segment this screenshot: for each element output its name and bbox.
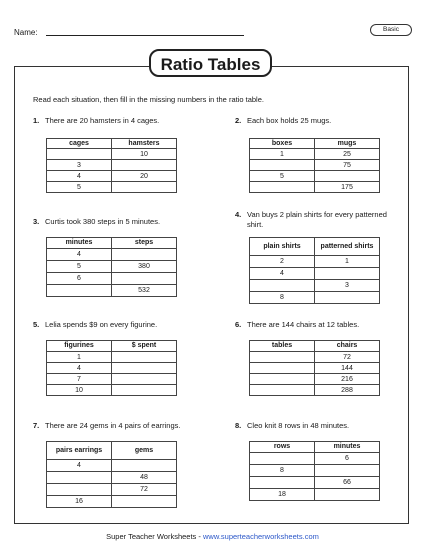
table-cell[interactable]: 75 — [315, 160, 380, 171]
table-header: hamsters — [112, 139, 177, 149]
table-cell[interactable]: 4 — [47, 363, 112, 374]
table-cell[interactable]: 18 — [250, 489, 315, 501]
table-cell[interactable]: 7 — [47, 374, 112, 385]
table-cell[interactable] — [47, 285, 112, 297]
table-header: plain shirts — [250, 238, 315, 256]
table-cell[interactable]: 4 — [47, 460, 112, 472]
ratio-table-7 — [46, 441, 177, 508]
table-cell[interactable]: 3 — [315, 280, 380, 292]
table-cell[interactable]: 6 — [315, 453, 380, 465]
table-header: gems — [112, 442, 177, 460]
ratio-table-6 — [249, 340, 380, 396]
table-header: boxes — [250, 139, 315, 149]
table-cell[interactable] — [315, 268, 380, 280]
table-header: figurines — [47, 341, 112, 352]
problem-6 — [235, 320, 359, 330]
ratio-table-1 — [46, 138, 177, 193]
problem-2 — [235, 116, 331, 126]
ratio-table-8 — [249, 441, 380, 501]
table-cell[interactable] — [47, 484, 112, 496]
problem-text: There are 144 chairs at 12 tables. — [247, 320, 360, 329]
problem-text: Curtis took 380 steps in 5 minutes. — [45, 217, 161, 226]
table-cell[interactable]: 288 — [315, 385, 380, 396]
table-cell[interactable] — [112, 182, 177, 193]
table-cell[interactable] — [112, 385, 177, 396]
problem-number: 3. — [33, 217, 40, 226]
problem-5 — [33, 320, 157, 330]
ratio-table-5 — [46, 340, 177, 396]
table-cell[interactable]: 3 — [47, 160, 112, 171]
table-cell[interactable]: 25 — [315, 149, 380, 160]
table-header: tables — [250, 341, 315, 352]
problem-number: 8. — [235, 421, 242, 430]
ratio-table-2 — [249, 138, 380, 193]
problem-7 — [33, 421, 180, 431]
table-cell[interactable]: 72 — [315, 352, 380, 363]
problem-number: 7. — [33, 421, 40, 430]
instructions: Read each situation, then fill in the missing numbers in the ratio table. — [33, 95, 264, 104]
problem-text: There are 20 hamsters in 4 cages. — [45, 116, 160, 125]
table-cell[interactable]: 4 — [250, 268, 315, 280]
table-cell[interactable]: 4 — [47, 171, 112, 182]
table-cell[interactable]: 380 — [112, 261, 177, 273]
table-cell[interactable] — [112, 374, 177, 385]
problem-text: Each box holds 25 mugs. — [247, 116, 332, 125]
name-label: Name: — [14, 28, 38, 37]
table-cell[interactable]: 144 — [315, 363, 380, 374]
problem-text: Cleo knit 8 rows in 48 minutes. — [247, 421, 350, 430]
table-header: $ spent — [112, 341, 177, 352]
problem-text: Van buys 2 plain shirts for every patterned shirt. — [247, 210, 387, 229]
problem-number: 5. — [33, 320, 40, 329]
table-cell[interactable] — [250, 182, 315, 193]
table-cell[interactable] — [47, 149, 112, 160]
table-cell[interactable]: 532 — [112, 285, 177, 297]
table-cell[interactable] — [47, 472, 112, 484]
table-cell[interactable] — [315, 489, 380, 501]
table-header: mugs — [315, 139, 380, 149]
table-cell[interactable]: 66 — [315, 477, 380, 489]
table-cell[interactable] — [112, 496, 177, 508]
problem-3 — [33, 217, 160, 227]
table-cell[interactable] — [250, 385, 315, 396]
table-cell[interactable] — [112, 273, 177, 285]
table-header: minutes — [47, 238, 112, 249]
table-cell[interactable]: 2 — [250, 256, 315, 268]
table-cell[interactable]: 6 — [47, 273, 112, 285]
table-cell[interactable] — [112, 460, 177, 472]
table-cell[interactable] — [112, 363, 177, 374]
table-cell[interactable]: 5 — [47, 261, 112, 273]
problem-text: There are 24 gems in 4 pairs of earrings. — [45, 421, 181, 430]
table-cell[interactable]: 10 — [112, 149, 177, 160]
table-cell[interactable]: 1 — [315, 256, 380, 268]
table-header: chairs — [315, 341, 380, 352]
table-cell[interactable]: 5 — [250, 171, 315, 182]
ratio-table-4 — [249, 237, 380, 304]
ratio-table-3 — [46, 237, 177, 297]
table-cell[interactable]: 8 — [250, 465, 315, 477]
table-cell[interactable] — [315, 292, 380, 304]
table-cell[interactable] — [250, 363, 315, 374]
table-cell[interactable]: 48 — [112, 472, 177, 484]
level-badge: Basic — [370, 24, 412, 36]
footer-brand: Super Teacher Worksheets — [106, 532, 197, 541]
problem-1 — [33, 116, 159, 126]
table-cell[interactable] — [315, 171, 380, 182]
table-cell[interactable] — [250, 280, 315, 292]
table-cell[interactable]: 1 — [47, 352, 112, 363]
table-cell[interactable] — [112, 352, 177, 363]
table-cell[interactable]: 1 — [250, 149, 315, 160]
problem-4 — [235, 210, 397, 230]
footer — [0, 532, 425, 541]
table-cell[interactable] — [250, 352, 315, 363]
table-cell[interactable]: 16 — [47, 496, 112, 508]
table-cell[interactable]: 216 — [315, 374, 380, 385]
table-cell[interactable]: 8 — [250, 292, 315, 304]
problem-text: Lelia spends $9 on every figurine. — [45, 320, 158, 329]
table-header: pairs earrings — [47, 442, 112, 460]
page-title: Ratio Tables — [149, 49, 272, 77]
table-cell[interactable] — [112, 249, 177, 261]
table-cell[interactable] — [315, 465, 380, 477]
table-cell[interactable] — [250, 477, 315, 489]
name-line[interactable] — [46, 35, 244, 36]
table-cell[interactable]: 10 — [47, 385, 112, 396]
problem-number: 6. — [235, 320, 242, 329]
table-header: patterned shirts — [315, 238, 380, 256]
problem-number: 1. — [33, 116, 40, 125]
problem-number: 2. — [235, 116, 242, 125]
table-cell[interactable] — [112, 160, 177, 171]
table-cell[interactable] — [250, 160, 315, 171]
footer-link[interactable]: www.superteacherworksheets.com — [202, 532, 319, 541]
table-header: steps — [112, 238, 177, 249]
table-cell[interactable]: 175 — [315, 182, 380, 193]
table-cell[interactable] — [250, 374, 315, 385]
table-cell[interactable]: 72 — [112, 484, 177, 496]
table-cell[interactable] — [250, 453, 315, 465]
table-cell[interactable]: 4 — [47, 249, 112, 261]
table-header: rows — [250, 442, 315, 453]
table-header: minutes — [315, 442, 380, 453]
problem-number: 4. — [235, 210, 242, 219]
problem-8 — [235, 421, 349, 431]
table-cell[interactable]: 5 — [47, 182, 112, 193]
table-header: cages — [47, 139, 112, 149]
footer-separator: - — [196, 532, 203, 541]
table-cell[interactable]: 20 — [112, 171, 177, 182]
